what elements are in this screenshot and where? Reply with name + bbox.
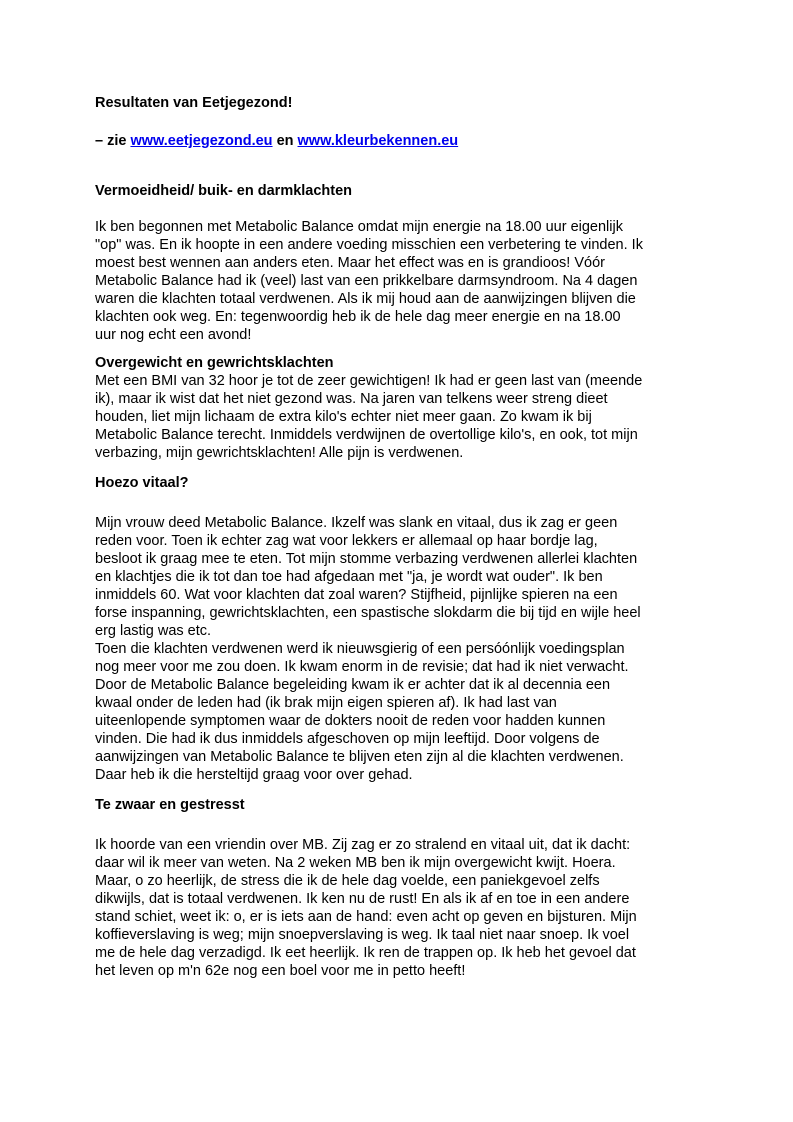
text-line: besloot ik graag mee te eten. Tot mijn stomme verbazing verdwenen allerlei klachten xyxy=(95,551,638,567)
text-line: Toen die klachten verdwenen werd ik nieuwsgierig of een persóónlijk voedingsplan xyxy=(95,641,625,657)
link-kleurbekennen[interactable]: www.kleurbekennen.eu xyxy=(297,133,459,149)
document-title: Resultaten van Eetjegezond! xyxy=(95,95,293,111)
text-line: ik), maar ik wist dat het niet gezond was. Na jaren van telkens weer streng dieet xyxy=(95,391,608,407)
text-line: erg lastig was etc. xyxy=(95,623,212,639)
section-heading-overgewicht: Overgewicht en gewrichtsklachten xyxy=(95,355,334,371)
text-line: nog meer voor me zou doen. Ik kwam enorm in de revisie; dat had ik niet verwacht. xyxy=(95,659,629,675)
text-line: Maar, o zo heerlijk, de stress die ik de hele dag voelde, een paniekgevoel zelfs xyxy=(95,873,600,889)
text-line: Metabolic Balance terecht. Inmiddels verdwijnen de overtollige kilo's, en ook, tot mijn xyxy=(95,427,638,443)
links-line xyxy=(95,132,715,150)
text-line: verbazing, mijn gewrichtsklachten! Alle pijn is verdwenen. xyxy=(95,445,464,461)
text-line: Ik hoorde van een vriendin over MB. Zij zag er zo stralend en vitaal uit, dat ik dacht: xyxy=(95,837,631,853)
text-line: aanwijzingen van Metabolic Balance te blijven eten zijn al die klachten verdwenen. xyxy=(95,749,624,765)
section-body-overgewicht xyxy=(95,372,715,462)
section-body-te-zwaar xyxy=(95,836,715,980)
text-line: vinden. Die had ik dus inmiddels afgeschoven op mijn leeftijd. Door volgens de xyxy=(95,731,600,747)
text-line: uiteenlopende symptomen waar de dokters nooit de reden voor hadden kunnen xyxy=(95,713,606,729)
text-line: "op" was. En ik hoopte in een andere voeding misschien een verbetering te vinden. Ik xyxy=(95,237,643,253)
section-heading-vermoeidheid: Vermoeidheid/ buik- en darmklachten xyxy=(95,183,353,199)
links-prefix: – zie xyxy=(95,133,131,149)
text-line: Ik ben begonnen met Metabolic Balance omdat mijn energie na 18.00 uur eigenlijk xyxy=(95,219,623,235)
document-page xyxy=(95,94,715,980)
text-line: daar wil ik meer van weten. Na 2 weken MB ben ik mijn overgewicht kwijt. Hoera. xyxy=(95,855,616,871)
text-line: Daar heb ik die hersteltijd graag voor over gehad. xyxy=(95,767,413,783)
section-heading-te-zwaar: Te zwaar en gestresst xyxy=(95,797,245,813)
text-line: inmiddels 60. Wat voor klachten dat zoal waren? Stijfheid, pijnlijke spieren na een xyxy=(95,587,618,603)
section-heading-hoezo-vitaal: Hoezo vitaal? xyxy=(95,475,189,491)
section-body-hoezo-vitaal xyxy=(95,514,715,784)
text-line: Met een BMI van 32 hoor je tot de zeer gewichtigen! Ik had er geen last van (meende xyxy=(95,373,643,389)
section-body-vermoeidheid xyxy=(95,218,715,344)
text-line: en klachtjes die ik tot dan toe had afgedaan met "ja, je wordt wat ouder". Ik ben xyxy=(95,569,603,585)
link-eetjegezond[interactable]: www.eetjegezond.eu xyxy=(130,133,273,149)
text-line: kwaal onder de leden had (ik brak mijn eigen spieren af). Ik had last van xyxy=(95,695,557,711)
text-line: uur nog echt een avond! xyxy=(95,327,252,343)
text-line: houden, liet mijn lichaam de extra kilo's echter niet meer gaan. Zo kwam ik bij xyxy=(95,409,592,425)
text-line: Metabolic Balance had ik (veel) last van een prikkelbare darmsyndroom. Na 4 dagen xyxy=(95,273,638,289)
text-line: klachten ook weg. En: tegenwoordig heb ik de hele dag meer energie en na 18.00 xyxy=(95,309,621,325)
text-line: stand schiet, weet ik: o, er is iets aan de hand: even acht op geven en bijsturen. Mijn xyxy=(95,909,637,925)
text-line: forse inspanning, gewrichtsklachten, een spastische slokdarm die bij tijd en wijle heel xyxy=(95,605,641,621)
text-line: dikwijls, dat is totaal verdwenen. Ik ken nu de rust! En als ik af en toe in een andere xyxy=(95,891,630,907)
text-line: Door de Metabolic Balance begeleiding kwam ik er achter dat ik al decennia een xyxy=(95,677,611,693)
text-line: koffieverslaving is weg; mijn snoepverslaving is weg. Ik taal niet naar snoep. Ik voel xyxy=(95,927,630,943)
text-line: me de hele dag verzadigd. Ik eet heerlijk. Ik ren de trappen op. Ik heb het gevoel dat xyxy=(95,945,636,961)
links-between: en xyxy=(272,133,298,149)
text-line: Mijn vrouw deed Metabolic Balance. Ikzelf was slank en vitaal, dus ik zag er geen xyxy=(95,515,618,531)
text-line: reden voor. Toen ik echter zag wat voor lekkers er allemaal op haar bordje lag, xyxy=(95,533,598,549)
text-line: het leven op m'n 62e nog een boel voor me in petto heeft! xyxy=(95,963,466,979)
text-line: moest best wennen aan anders eten. Maar het effect was en is grandioos! Vóór xyxy=(95,255,605,271)
text-line: waren die klachten totaal verdwenen. Als ik mij houd aan de aanwijzingen blijven die xyxy=(95,291,636,307)
